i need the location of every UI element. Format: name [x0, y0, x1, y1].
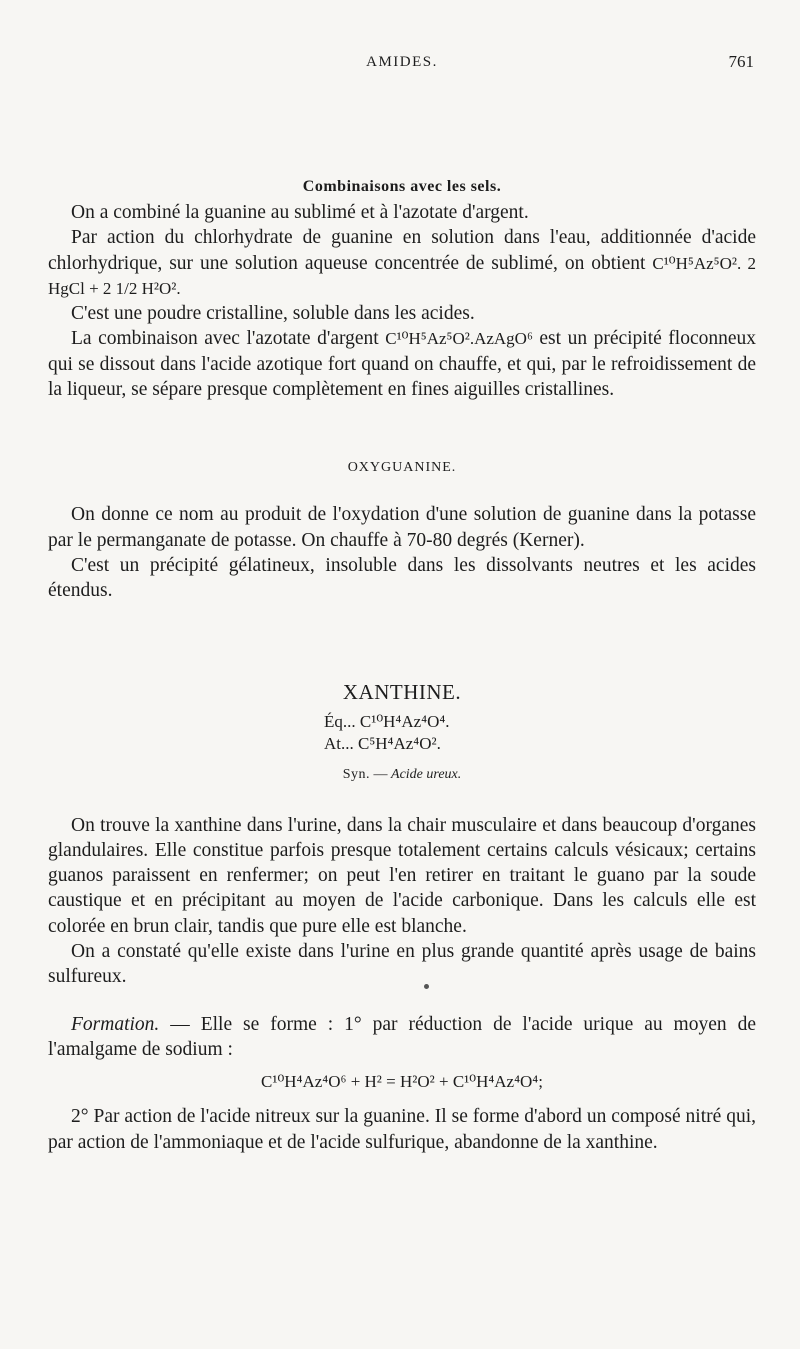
syn-value: Acide ureux.	[391, 766, 462, 782]
running-head-title: AMIDES.	[366, 54, 438, 70]
paragraph: C'est un précipité gélatineux, insoluble dans les dissolvants neutres et les acides étendus.	[48, 554, 756, 602]
paragraph: 2° Par action de l'acide nitreux sur la guanine. Il se forme d'abord un composé nitré qui, par action de l'ammoniaque et de l'acide sulfurique, abandonne de la xanthine.	[48, 1106, 756, 1153]
formation-label: Formation.	[71, 1013, 160, 1035]
paragraph: On donne ce nom au produit de l'oxydation d'une solution de guanine dans la potasse par le permanganate de potasse. On chauffe à 70-80 degrés (Kerner).	[48, 504, 756, 551]
section-heading-combinaisons: Combinaisons avec les sels.	[302, 178, 502, 195]
paragraph-formation	[48, 1012, 756, 1063]
paragraph-text: est un précipité floconneux qui se dissout dans l'acide azotique fort quand on chauffe, et qui, par le refroidissement de la liqueur, se sépare presque complètement en fines aiguilles cristallines.	[48, 328, 757, 401]
syn-dash: —	[373, 766, 388, 782]
reaction-equation: C¹⁰H⁴Az⁴O⁶ + H² = H²O² + C¹⁰H⁴Az⁴O⁴;	[261, 1072, 543, 1092]
formula-block	[324, 711, 756, 755]
paragraph	[48, 326, 756, 402]
paragraph-text: La combinaison avec l'azotate d'argent	[71, 328, 379, 350]
section-oxyguanine	[48, 460, 756, 603]
running-head	[48, 40, 756, 76]
document-page	[48, 40, 756, 1155]
paragraph	[48, 225, 756, 301]
equivalent-formula-row	[324, 711, 756, 733]
chemical-formula: C¹⁰H⁵Az⁵O².AzAgO⁶	[385, 329, 533, 349]
eq-label: Éq...	[324, 711, 356, 731]
page-number: 761	[728, 52, 754, 71]
paragraph-text: Par action du chlorhydrate de guanine en solution dans l'eau, additionnée d'acide chlorhydrique, sur une solution aqueuse concentrée de sublimé, on obtient	[48, 227, 756, 274]
atomic-formula-row	[324, 733, 756, 755]
ink-speck	[424, 984, 429, 989]
chemical-formula: C¹⁰H⁵Az⁵O². 2 HgCl + 2 1/2 H²O².	[48, 253, 757, 298]
at-label: At...	[324, 733, 354, 753]
paragraph: On trouve la xanthine dans l'urine, dans la chair musculaire et dans beaucoup d'organes glandulaires. Elle constitue parfois presque totalement certains calculs vésicaux; certains guanos paraissent en renfermer; on peut l'en retirer en traitant le guano par la soude caustique et en précipitant au moyen de l'acide carbonique. Dans les calculs elle est colorée en brun clair, tandis que pure elle est blanche.	[48, 814, 756, 937]
section-combinaisons	[48, 178, 756, 402]
paragraph: On a constaté qu'elle existe dans l'urine en plus grande quantité après usage de bains sulfureux.	[48, 941, 756, 988]
paragraph: C'est une poudre cristalline, soluble dans les acides.	[71, 303, 475, 325]
formation-text: — Elle se forme : 1° par réduction de l'acide urique au moyen de l'amalgame de sodium :	[48, 1013, 756, 1060]
at-formula: C⁵H⁴Az⁴O².	[358, 733, 441, 753]
eq-formula: C¹⁰H⁴Az⁴O⁴.	[359, 711, 450, 731]
section-heading-xanthine: XANTHINE.	[342, 679, 462, 704]
syn-label: Syn.	[342, 766, 371, 782]
synonym-line	[48, 767, 756, 783]
section-xanthine	[48, 680, 756, 1155]
section-heading-oxyguanine: OXYGUANINE.	[347, 460, 457, 476]
paragraph: On a combiné la guanine au sublimé et à l'azotate d'argent.	[71, 202, 529, 223]
